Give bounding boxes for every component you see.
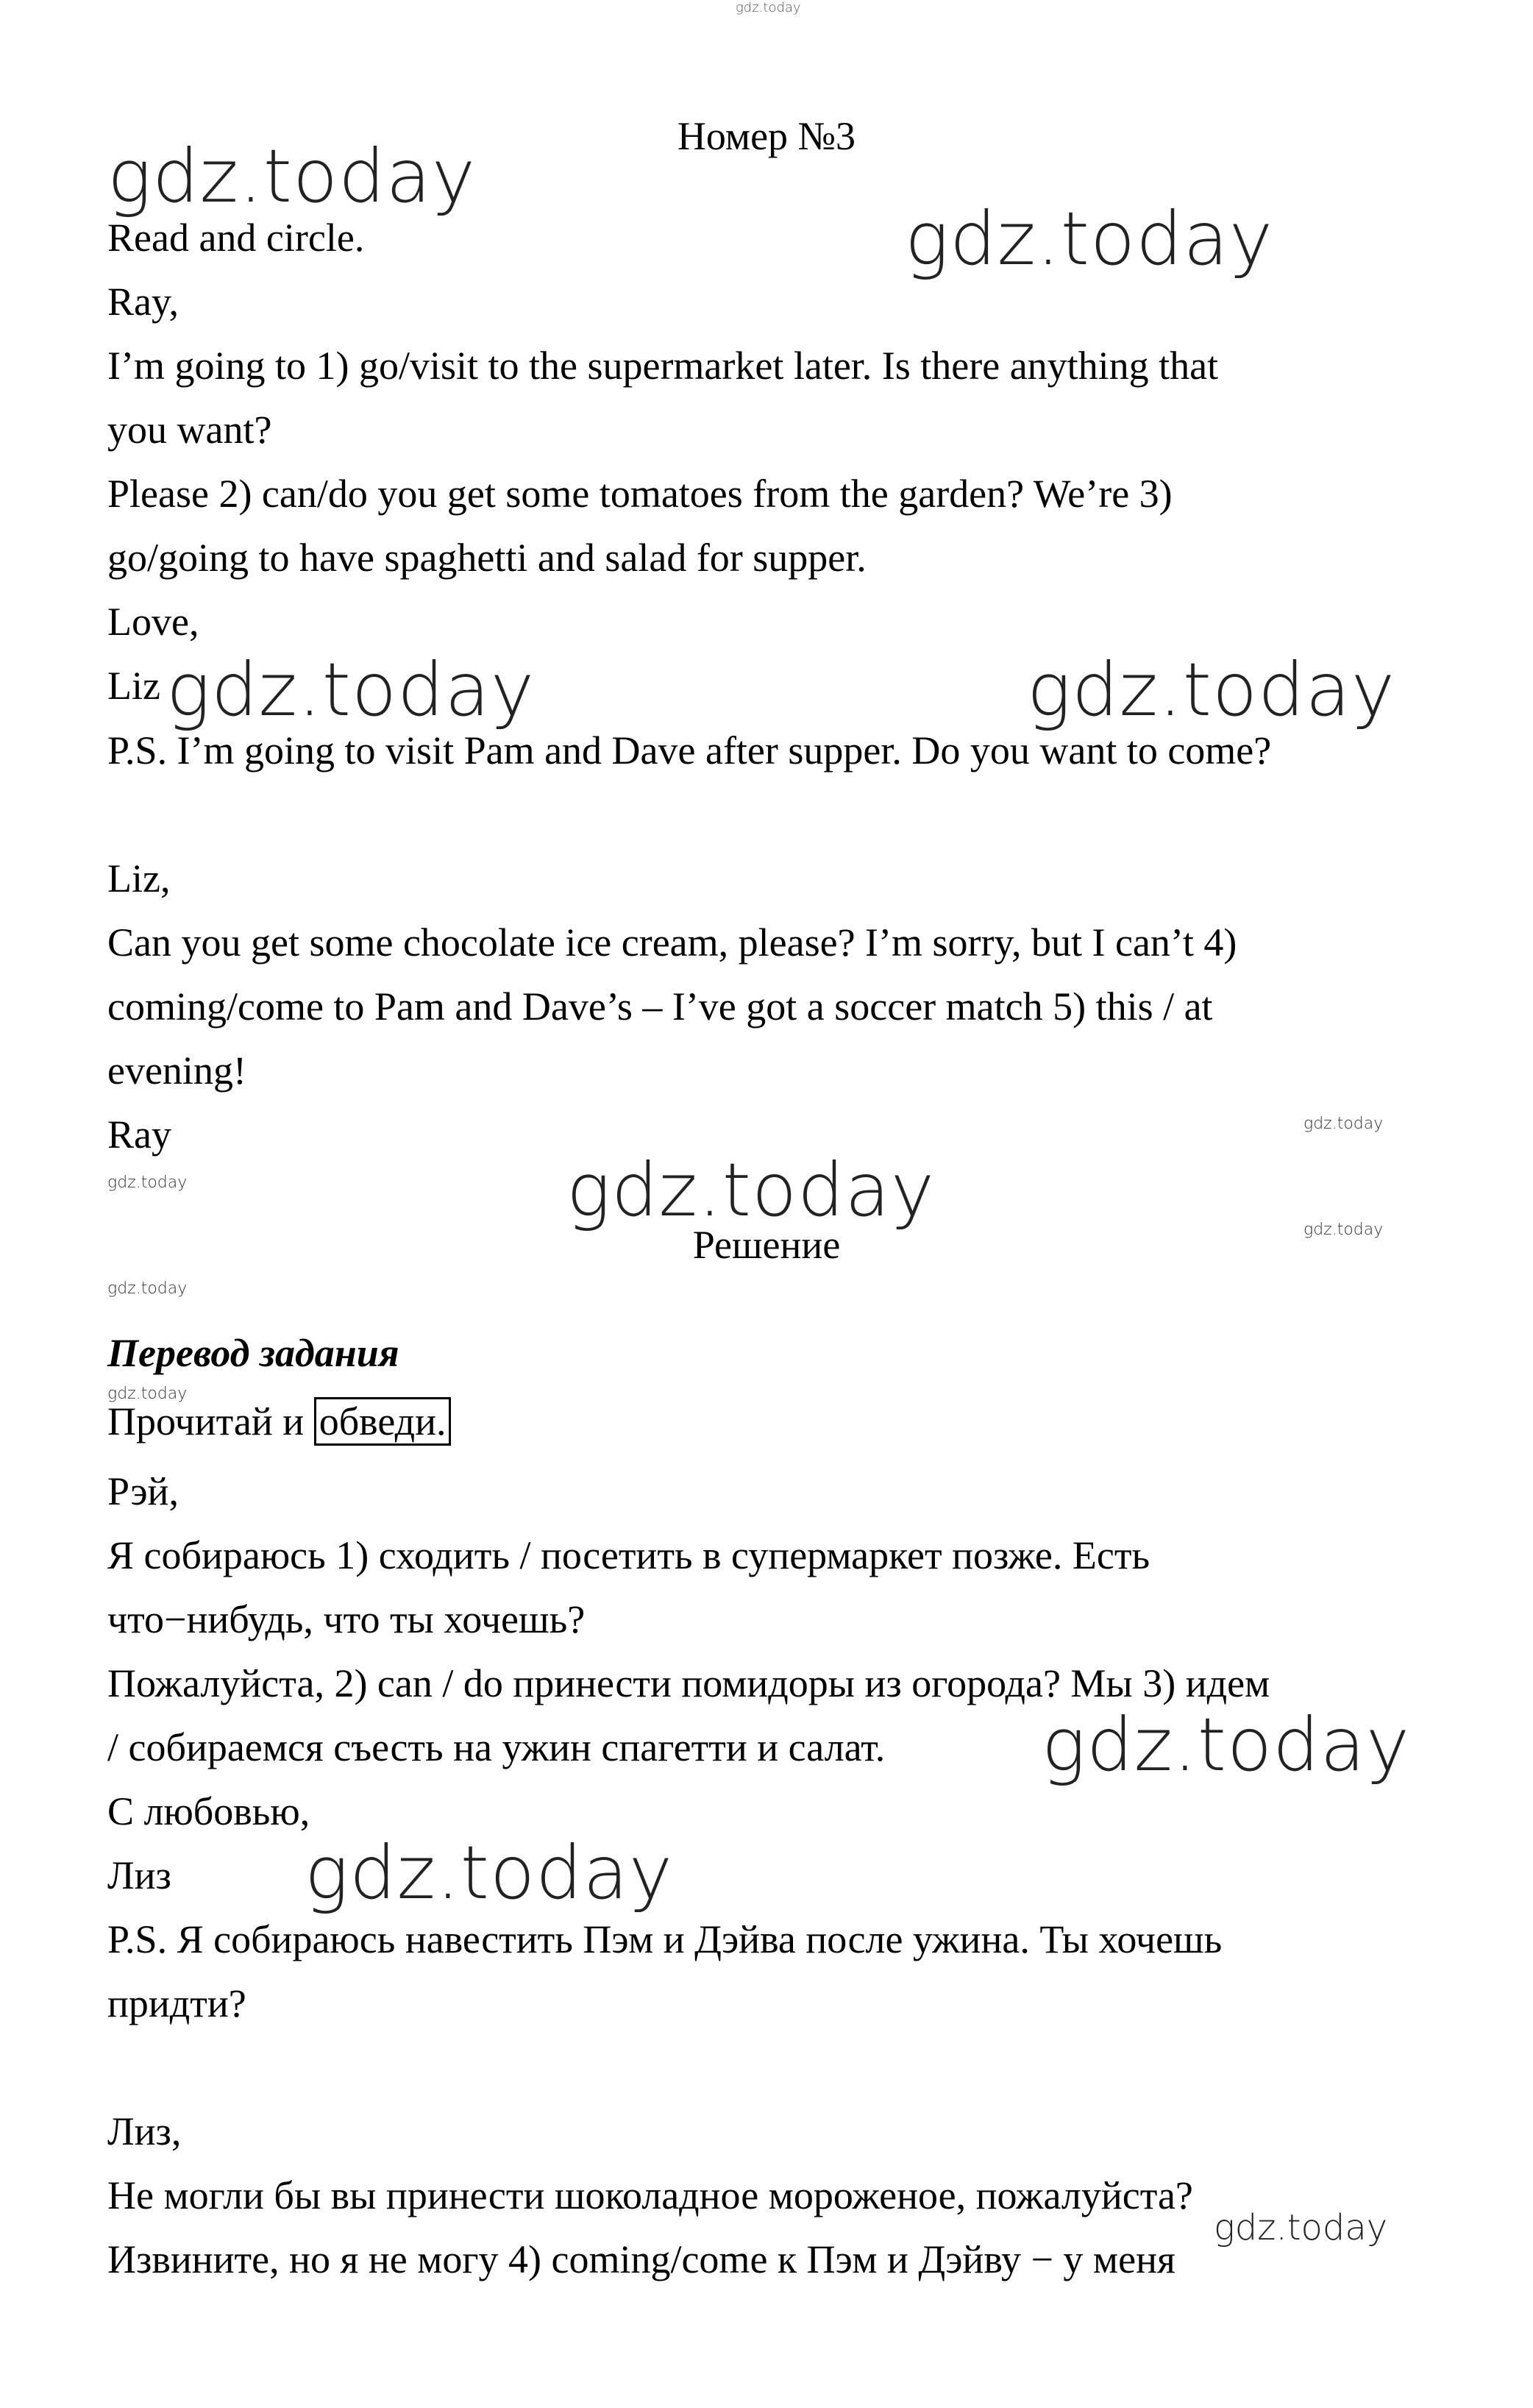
task-line-5: Can you get some chocolate ice cream, please? I’m sorry, but I can’t 4) xyxy=(107,920,1237,965)
watermark-1: gdz.today xyxy=(107,133,477,219)
translation-line-greeting: Рэй, xyxy=(107,1469,179,1513)
translation-instruction-prefix: Прочитай и xyxy=(107,1399,305,1443)
small-watermark-4: gdz.today xyxy=(107,1279,188,1298)
watermark-5: gdz.today xyxy=(566,1147,936,1233)
translation-line-2: что−нибудь, что ты хочешь? xyxy=(107,1597,586,1641)
watermark-2: gdz.today xyxy=(905,196,1274,282)
translation-line-love: С любовью, xyxy=(107,1789,310,1833)
watermark-6: gdz.today xyxy=(1042,1702,1411,1788)
watermark-8: gdz.today xyxy=(1214,2207,1388,2248)
translation-instruction xyxy=(107,1399,451,1443)
task-line-ray-sign: Ray xyxy=(107,1112,171,1157)
small-watermark-1: gdz.today xyxy=(1303,1115,1384,1133)
translation-heading: Перевод задания xyxy=(107,1331,399,1375)
task-line-3: Please 2) can/do you get some tomatoes from the garden? We’re 3) xyxy=(107,472,1173,516)
translation-line-ps-cont: придти? xyxy=(107,1981,246,2025)
task-line-love: Love, xyxy=(107,600,199,644)
task-line-6: coming/come to Pam and Dave’s – I’ve got a soccer match 5) this / at xyxy=(107,984,1213,1029)
solution-title: Решение xyxy=(692,1223,841,1267)
task-line-7: evening! xyxy=(107,1048,246,1093)
translation-line-liz-greeting: Лиз, xyxy=(107,2109,182,2153)
translation-line-5: Не могли бы вы принести шоколадное мороженое, пожалуйста? xyxy=(107,2173,1193,2217)
translation-line-6: Извините, но я не могу 4) coming/come к Пэм и Дэйву − у меня xyxy=(107,2237,1175,2281)
watermark-7: gdz.today xyxy=(305,1830,674,1916)
top-watermark: gdz.today xyxy=(736,0,801,15)
task-line-1: I’m going to 1) go/visit to the supermarket later. Is there anything that xyxy=(107,344,1219,388)
task-line-liz-greeting: Liz, xyxy=(107,856,171,901)
small-watermark-5: gdz.today xyxy=(107,1385,188,1403)
translation-line-liz-sign: Лиз xyxy=(107,1853,171,1897)
translation-instruction-boxed: обведи. xyxy=(314,1397,452,1446)
task-line-2: you want? xyxy=(107,408,272,452)
translation-line-ps: P.S. Я собираюсь навестить Пэм и Дэйва после ужина. Ты хочешь xyxy=(107,1917,1223,1961)
task-line-liz-sign: Liz xyxy=(107,664,160,708)
watermark-4: gdz.today xyxy=(1027,647,1396,733)
task-line-4: go/going to have spaghetti and salad for supper. xyxy=(107,536,867,580)
translation-line-3: Пожалуйста, 2) can / do принести помидоры из огорода? Мы 3) идем xyxy=(107,1661,1270,1705)
task-line-ps: P.S. I’m going to visit Pam and Dave after supper. Do you want to come? xyxy=(107,728,1272,773)
translation-line-1: Я собираюсь 1) сходить / посетить в супермаркет позже. Есть xyxy=(107,1533,1150,1577)
task-instruction: Read and circle. xyxy=(107,216,365,260)
watermark-3: gdz.today xyxy=(166,647,536,733)
small-watermark-2: gdz.today xyxy=(107,1173,188,1192)
problem-title: Номер №3 xyxy=(677,114,856,158)
translation-line-4: / собираемся съесть на ужин спагетти и салат. xyxy=(107,1725,886,1769)
small-watermark-3: gdz.today xyxy=(1303,1221,1384,1239)
task-line-greeting: Ray, xyxy=(107,280,179,324)
